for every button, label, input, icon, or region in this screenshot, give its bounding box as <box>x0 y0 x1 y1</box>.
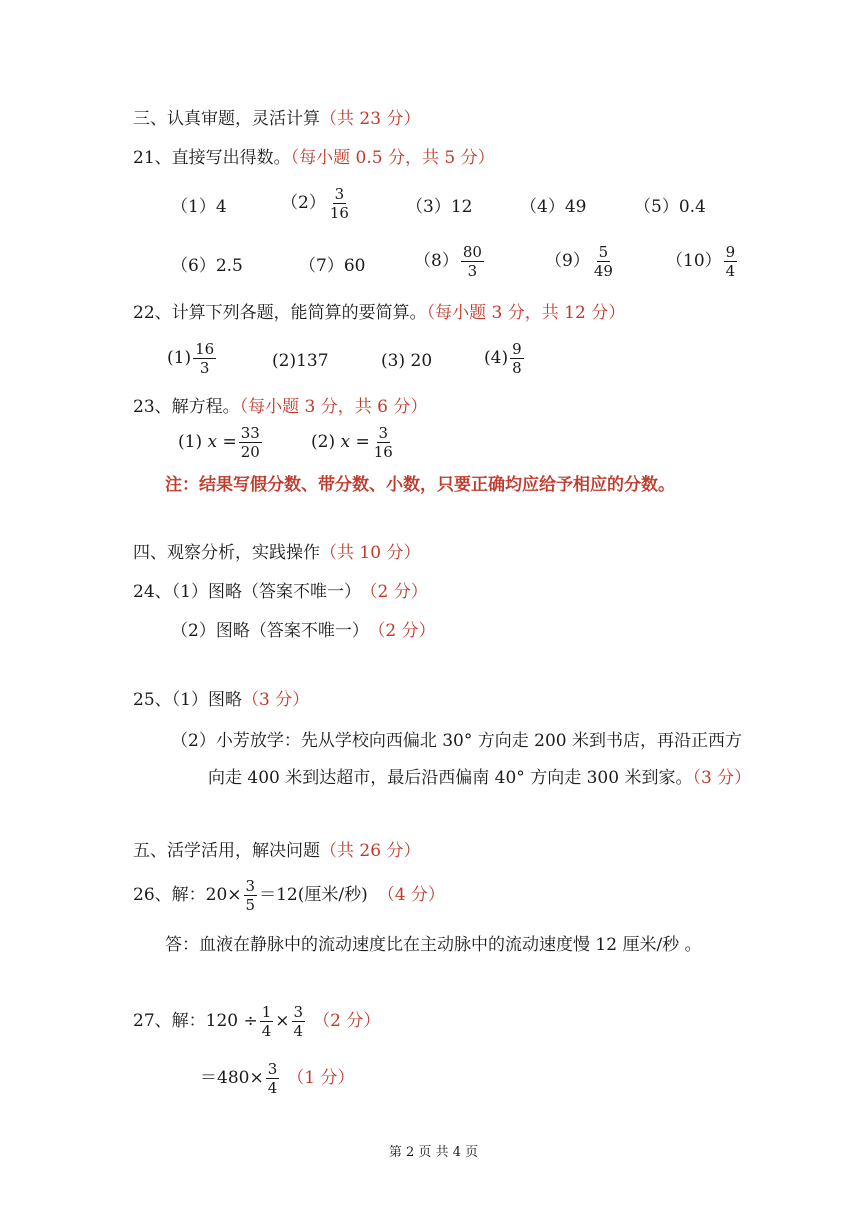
q25-line-3: 向走 400 米到达超市，最后沿西偏南 40° 方向走 300 米到家。（3 分） <box>208 768 752 788</box>
q21-item-7: （7）60 <box>299 256 366 276</box>
q23-score: （每小题 3 分，共 6 分） <box>239 397 428 417</box>
fraction: $\frac{9}{4}$ <box>725 243 736 280</box>
q23-heading: 23、解方程。（每小题 3 分，共 6 分） <box>133 397 428 417</box>
fraction: $\frac{3}{5}$ <box>245 877 256 914</box>
fraction: $\frac{3}{4}$ <box>267 1060 278 1097</box>
q21-item-5: （5）0.4 <box>634 197 706 217</box>
fraction: $\frac{5}{49}$ <box>593 243 613 280</box>
q25-line-1: 25、（1）图略（3 分） <box>133 690 310 710</box>
fraction: $\frac{33}{20}$ <box>240 424 260 461</box>
q22-score: （每小题 3 分，共 12 分） <box>426 303 626 323</box>
page-footer: 第 2 页 共 4 页 <box>388 1145 479 1160</box>
section-5-score: （共 26 分） <box>320 841 421 861</box>
q22-item-3: (3) 20 <box>381 351 433 371</box>
q26-answer: 答：血液在静脉中的流动速度比在主动脉中的流动速度慢 12 厘米/秒 。 <box>165 935 702 955</box>
q21-item-2: （2） $\frac{3}{16}$ <box>281 185 349 222</box>
fraction: $\frac{3}{4}$ <box>293 1003 304 1040</box>
q21-score: （每小题 0.5 分，共 5 分） <box>290 148 495 168</box>
section-5-heading: 五、活学活用，解决问题（共 26 分） <box>133 841 421 861</box>
q24-line-1: 24、（1）图略（答案不唯一） （2 分） <box>133 582 428 602</box>
fraction: $\frac{3}{16}$ <box>373 424 393 461</box>
q22-item-2: (2)137 <box>272 351 329 371</box>
section-3-score: （共 23 分） <box>320 109 421 129</box>
section-4-heading: 四、观察分析，实践操作（共 10 分） <box>133 543 421 563</box>
fraction: $\frac{3}{16}$ <box>329 185 349 222</box>
fraction: $\frac{9}{8}$ <box>512 340 522 377</box>
q21-item-4: （4）49 <box>520 197 587 217</box>
q21-item-8: （8） $\frac{80}{3}$ <box>414 243 482 280</box>
q22-item-4: (4) $\frac{9}{8}$ <box>484 340 522 377</box>
q21-item-9: （9） $\frac{5}{49}$ <box>545 243 613 280</box>
q23-note: 注：结果写假分数、带分数、小数，只要正确均应给予相应的分数。 <box>165 475 675 495</box>
q25-line-2: （2）小芳放学：先从学校向西偏北 30° 方向走 200 米到书店，再沿正西方 <box>171 731 743 751</box>
q21-heading: 21、直接写出得数。（每小题 0.5 分，共 5 分） <box>133 148 495 168</box>
q21-item-1: （1）4 <box>171 197 227 217</box>
q21-item-6: （6）2.5 <box>171 256 243 276</box>
q22-item-1: (1) $\frac{16}{3}$ <box>167 340 215 377</box>
q24-line-2: （2）图略（答案不唯一） （2 分） <box>171 621 436 641</box>
q23-item-2: (2) x = $\frac{3}{16}$ <box>311 424 393 461</box>
q23-item-1: (1) x = $\frac{33}{20}$ <box>178 424 260 461</box>
q21-item-10: （10） $\frac{9}{4}$ <box>666 243 736 280</box>
fraction: $\frac{80}{3}$ <box>462 243 482 280</box>
q27-step-2: ＝480× $\frac{3}{4}$ （1 分） <box>200 1060 355 1097</box>
q26-solution: 26、解：20× $\frac{3}{5}$ ＝12(厘米/秒) （4 分） <box>133 877 445 914</box>
q21-item-3: （3）12 <box>406 197 473 217</box>
section-4-score: （共 10 分） <box>320 543 421 563</box>
fraction: $\frac{1}{4}$ <box>261 1003 272 1040</box>
q27-step-1: 27、解：120 ÷ $\frac{1}{4}$ × $\frac{3}{4}$ （2 分） <box>133 1003 381 1040</box>
section-3-heading: 三、认真审题，灵活计算（共 23 分） <box>133 109 421 129</box>
fraction: $\frac{16}{3}$ <box>195 340 215 377</box>
q22-heading: 22、计算下列各题，能简算的要简算。（每小题 3 分，共 12 分） <box>133 303 626 323</box>
